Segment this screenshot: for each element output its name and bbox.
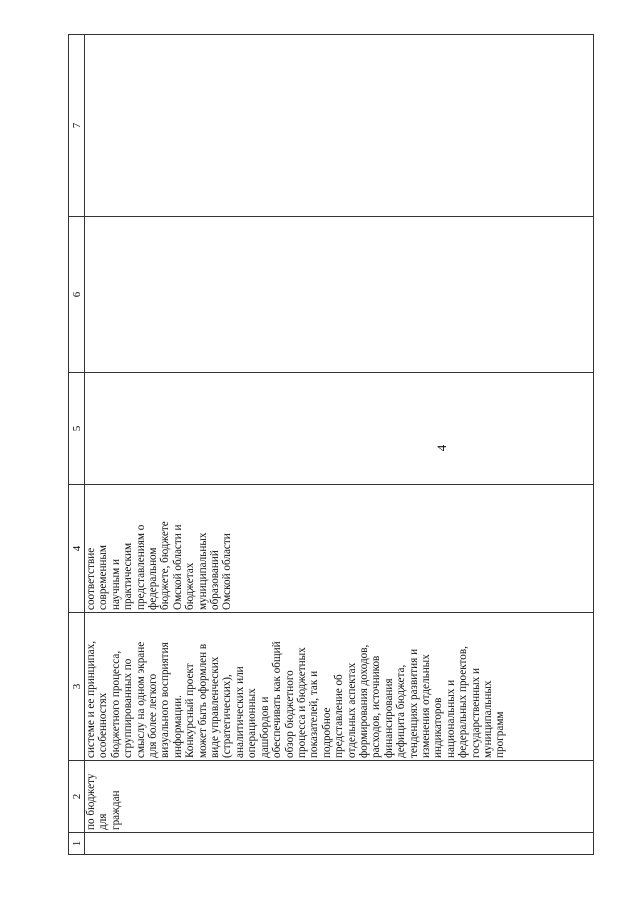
column-number: 7 (69, 35, 85, 217)
page-number: 4 (434, 444, 449, 452)
criteria-table (68, 34, 594, 855)
column-number: 1 (69, 833, 85, 855)
table-cell-col2: по бюджету для граждан (85, 761, 594, 833)
column-number: 6 (69, 217, 85, 373)
table-cell-col4: соответствие современным научным и практическим представлениям о федеральном бюджете, бюджете Омской области и бюджетах муниципальных образований Омской области (85, 485, 594, 613)
rotated-table-container (68, 35, 594, 855)
column-number-row (69, 35, 85, 855)
table-cell-col5 (85, 373, 594, 485)
column-number: 4 (69, 485, 85, 613)
column-number: 3 (69, 613, 85, 761)
table-cell-col6 (85, 217, 594, 373)
table-row (85, 35, 594, 855)
column-number: 5 (69, 373, 85, 485)
table-cell-col1 (85, 833, 594, 855)
table-cell-col3: системе и ее принципах, особенностях бюджетного процесса, сгруппированных по смыслу на одном экране для более легкого визуального восприятия информации. Конкурсный проект может быть оформлен в виде управленческих (стратегических), аналитических или операционных дашбордов и обеспечивать как общий обзор бюджетного процесса и бюджетных показателей, так и подробное представление об отдельных аспектах формирования доходов, расходов, источников финансирования дефицита бюджета, тенденциях развития и изменения отдельных индикаторов национальных и федеральных проектов, государственных и муниципальных программ (85, 613, 594, 761)
column-number: 2 (69, 761, 85, 833)
table-cell-col7 (85, 35, 594, 217)
